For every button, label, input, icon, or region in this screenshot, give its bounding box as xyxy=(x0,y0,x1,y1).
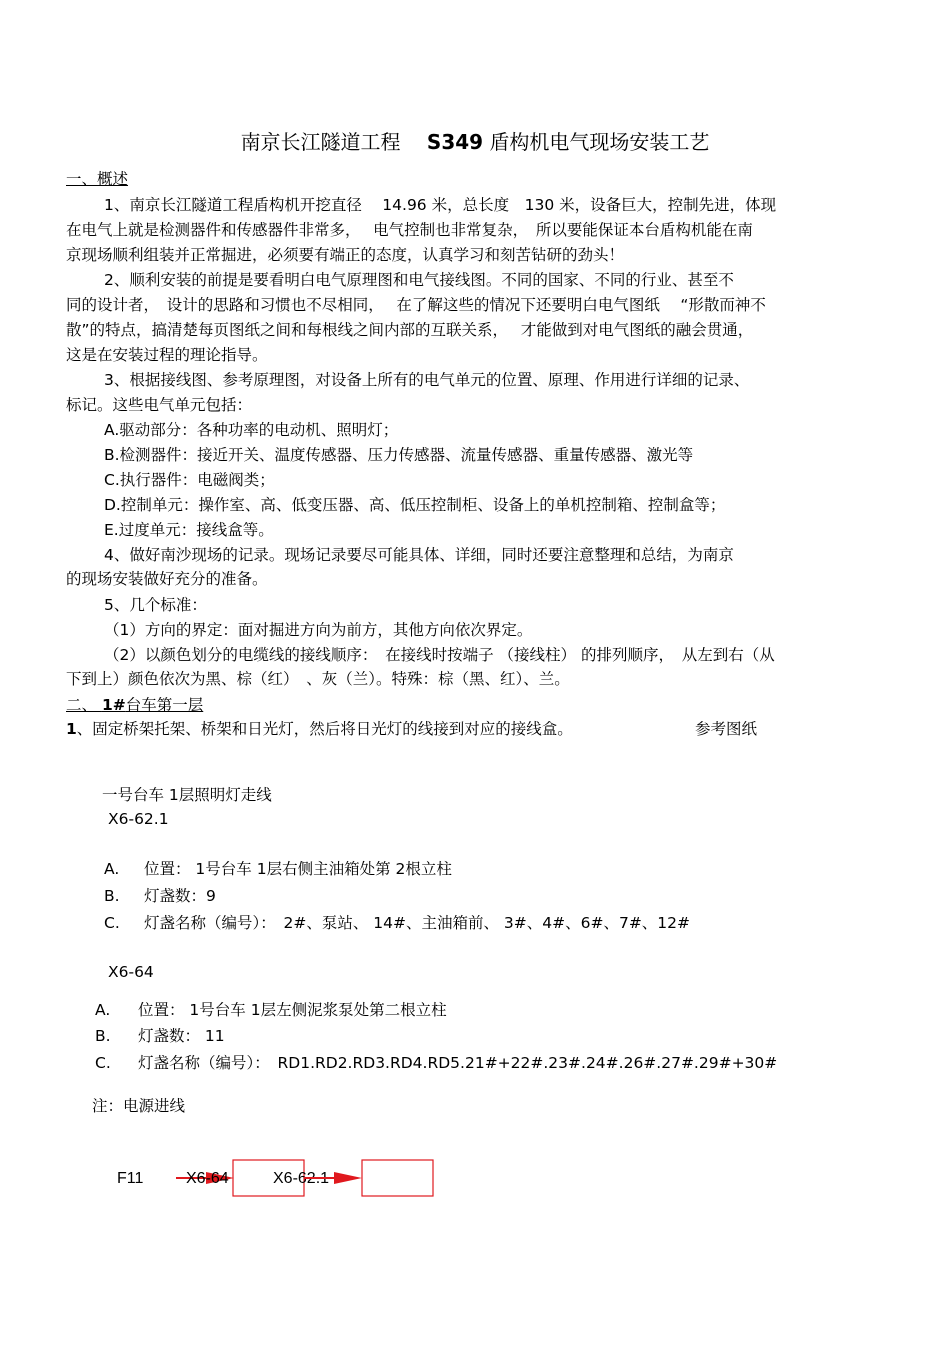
wiring-diagram xyxy=(0,1150,950,1210)
document-title xyxy=(0,126,950,155)
block1-row-letter: A. xyxy=(104,860,120,878)
list-item: E.过度单元：接线盒等。 xyxy=(104,521,274,539)
block2-row-text: 灯盏名称（编号）： RD1.RD2.RD3.RD4.RD5.21#+22#.23#.24#.26#.27#.29#+30# xyxy=(138,1054,778,1072)
list-item: C.执行器件：电磁阀类； xyxy=(104,471,275,489)
section2-item-number: 1 xyxy=(66,720,77,738)
block1-row-text: 位置： 1号台车 1层右侧主油箱处第 2根立柱 xyxy=(144,860,452,878)
section2-item-text: 、固定桥架托架、桥架和日光灯，然后将日光灯的线接到对应的接线盒。 xyxy=(76,720,573,738)
para-line: （2）以颜色划分的电缆线的接线顺序： 在接线时按端子 （接线柱） 的排列顺序， 从左到右（从 xyxy=(104,646,775,664)
section2-item xyxy=(66,718,573,740)
arrow-head-icon xyxy=(334,1172,362,1184)
para-line: 标记。这些电气单元包括： xyxy=(66,396,253,414)
block2-row-text: 位置： 1号台车 1层左侧泥浆泵处第二根立柱 xyxy=(138,1001,447,1019)
section2-heading xyxy=(66,694,203,716)
para-line: 5、几个标准： xyxy=(104,596,207,614)
title-part1: 南京长江隧道工程 xyxy=(240,130,401,154)
block2-row-text: 灯盏数： 11 xyxy=(138,1027,225,1045)
para-line: （1）方向的界定：面对掘进方向为前方，其他方向依次界定。 xyxy=(104,621,533,639)
diagram-label-x6-64: X6-64 xyxy=(186,1170,229,1187)
para-line: 这是在安装过程的理论指导。 xyxy=(66,346,268,364)
lighting-title: 一号台车 1层照明灯走线 xyxy=(102,786,272,804)
para-line: 4、做好南沙现场的记录。现场记录要尽可能具体、详细，同时还要注意整理和总结，为南京 xyxy=(104,546,734,564)
para-line: 3、根据接线图、参考原理图，对设备上所有的电气单元的位置、原理、作用进行详细的记录、 xyxy=(104,371,750,389)
list-item: D.控制单元：操作室、高、低变压器、高、低压控制柜、设备上的单机控制箱、控制盒等； xyxy=(104,496,726,514)
list-item: A.驱动部分：各种功率的电动机、照明灯； xyxy=(104,421,399,439)
block1-row-text: 灯盏名称（编号）： 2#、泵站、 14#、主油箱前、 3#、4#、6#、7#、12# xyxy=(144,914,691,932)
para-line: 同的设计者， 设计的思路和习惯也不尽相同， 在了解这些的情况下还要明白电气图纸 “形散而神不 xyxy=(66,296,766,314)
note: 注：电源进线 xyxy=(92,1097,186,1115)
para-line: 的现场安装做好充分的准备。 xyxy=(66,570,268,588)
para-line: 在电气上就是检测器件和传感器件非常多， 电气控制也非常复杂， 所以要能保证本台盾构机能在南 xyxy=(66,221,753,239)
junction-box xyxy=(362,1160,433,1196)
block2-code: X6-64 xyxy=(108,963,154,981)
para-line: 下到上）颜色依次为黑、棕（红） 、灰（兰）。特殊：棕（黑、红）、兰。 xyxy=(66,670,570,688)
block1-row-text: 灯盏数：9 xyxy=(144,887,216,905)
block2-row-letter: C. xyxy=(95,1054,111,1072)
block1-row-letter: B. xyxy=(104,887,120,905)
block1-code: X6-62.1 xyxy=(108,810,169,828)
section2-heading-bold: 1# xyxy=(101,696,126,714)
para-line: 2、顺利安装的前提是要看明白电气原理图和电气接线图。不同的国家、不同的行业、甚至不 xyxy=(104,271,734,289)
diagram-label-f11: F11 xyxy=(117,1170,144,1187)
block2-row-letter: B. xyxy=(95,1027,111,1045)
block2-row-letter: A. xyxy=(95,1001,111,1019)
para-line: 1、南京长江隧道工程盾构机开挖直径 14.96 米，总长度 130 米，设备巨大，控制先进，体现 xyxy=(104,196,777,214)
diagram-label-x6-62-1: X6-62.1 xyxy=(273,1170,330,1187)
para-line: 京现场顺利组装并正常掘进，必须要有端正的态度，认真学习和刻苦钻研的劲头！ xyxy=(66,246,625,264)
section2-item-ref: 参考图纸 xyxy=(695,720,758,738)
section2-heading-suffix: 台车第一层 xyxy=(125,696,204,714)
para-line: 散”的特点，搞清楚每页图纸之间和每根线之间内部的互联关系， 才能做到对电气图纸的融会贯通， xyxy=(66,321,754,339)
title-part3: 盾构机电气现场安装工艺 xyxy=(489,130,710,154)
list-item: B.检测器件：接近开关、温度传感器、压力传感器、流量传感器、重量传感器、激光等 xyxy=(104,446,694,464)
section2-heading-prefix: 二、 xyxy=(66,696,102,714)
title-part2: S349 xyxy=(426,130,484,154)
section1-heading: 一、概述 xyxy=(66,170,129,188)
block1-row-letter: C. xyxy=(104,914,120,932)
